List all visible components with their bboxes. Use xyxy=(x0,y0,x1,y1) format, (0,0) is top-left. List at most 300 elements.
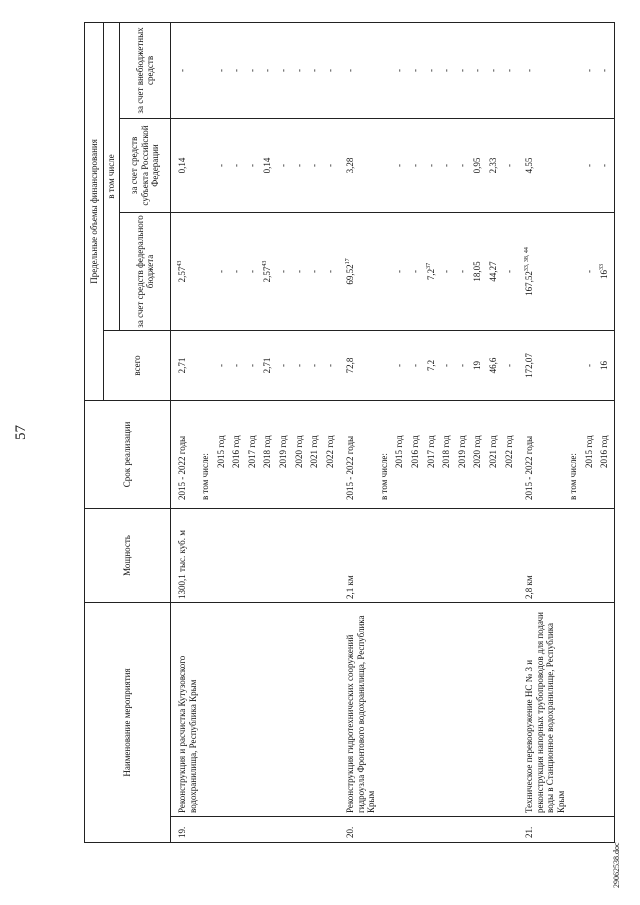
external-value-text: - xyxy=(231,68,242,72)
capacity-value xyxy=(409,508,425,602)
footnote-ref: 33, 38, 44 xyxy=(524,247,531,272)
total-value xyxy=(230,330,246,400)
regional-value-text: - xyxy=(324,163,335,167)
federal-value xyxy=(339,212,378,330)
external-value-text: - xyxy=(488,68,498,72)
row-number xyxy=(518,817,567,843)
total-value xyxy=(503,330,519,400)
total-value xyxy=(277,330,293,400)
total-value xyxy=(409,330,425,400)
period-value-text: 2022 год xyxy=(324,435,335,468)
row-number xyxy=(487,817,503,843)
row-number xyxy=(246,817,262,843)
row-number xyxy=(598,817,614,843)
external-value-text: - xyxy=(262,68,273,72)
external-value-text: - xyxy=(345,68,356,72)
measure-name xyxy=(215,602,231,816)
external-value xyxy=(409,22,425,118)
external-value-text: - xyxy=(309,68,320,72)
total-value-text: - xyxy=(583,363,594,367)
external-value-text: - xyxy=(177,68,187,72)
table-row xyxy=(261,22,277,842)
federal-value xyxy=(378,212,394,330)
period-value xyxy=(261,400,277,508)
page-number: 57 xyxy=(13,425,29,440)
row-number xyxy=(339,817,378,843)
total-value xyxy=(456,330,472,400)
measure-name-text: Техническое перевооружение НС № 3 и реконструкция напорных трубопроводов для подачи воды в Станционное водохранилище, Республика Крым xyxy=(524,612,566,813)
total-value-text: 2,71 xyxy=(177,357,187,374)
table-row xyxy=(567,22,583,842)
table-header xyxy=(85,22,171,842)
period-value xyxy=(230,400,246,508)
period-value xyxy=(308,400,324,508)
period-value-text: в том числе: xyxy=(568,453,579,500)
row-number xyxy=(215,817,231,843)
federal-value-text: - xyxy=(583,269,594,273)
federal-value xyxy=(277,212,293,330)
federal-value-text: - xyxy=(324,269,335,273)
external-value xyxy=(199,22,215,118)
external-value-text: - xyxy=(324,68,335,72)
period-value-text: 2021 год xyxy=(309,435,320,468)
regional-value-text: - xyxy=(599,163,610,167)
federal-value xyxy=(171,212,200,330)
regional-value xyxy=(583,118,599,212)
regional-value xyxy=(339,118,378,212)
total-value xyxy=(324,330,340,400)
measure-name xyxy=(456,602,472,816)
external-value xyxy=(393,22,409,118)
external-value xyxy=(339,22,378,118)
capacity-value-text: 2,1 км xyxy=(345,575,356,599)
federal-value-text: - xyxy=(503,269,514,273)
total-value-text: 72,8 xyxy=(345,357,356,374)
period-value xyxy=(215,400,231,508)
period-value-text: 2015 - 2022 годы xyxy=(345,435,356,500)
period-value xyxy=(583,400,599,508)
regional-value-text: 0,14 xyxy=(262,157,273,174)
federal-value-text: - xyxy=(456,269,467,273)
footnote-ref: 33 xyxy=(599,263,606,270)
capacity-value xyxy=(171,508,200,602)
period-value xyxy=(339,400,378,508)
federal-value-text: 2,57 xyxy=(177,266,187,283)
period-value xyxy=(199,400,215,508)
period-value-text: 2017 год xyxy=(425,435,436,468)
total-value xyxy=(246,330,262,400)
measure-name xyxy=(277,602,293,816)
period-value-text: 2022 год xyxy=(503,435,514,468)
total-value xyxy=(583,330,599,400)
period-value xyxy=(293,400,309,508)
regional-value xyxy=(215,118,231,212)
capacity-value xyxy=(518,508,567,602)
measure-name xyxy=(567,602,583,816)
measure-name xyxy=(199,602,215,816)
capacity-value-text: 2,8 км xyxy=(524,575,535,599)
regional-value xyxy=(378,118,394,212)
row-number-text: 19. xyxy=(177,826,187,838)
period-value xyxy=(378,400,394,508)
regional-value xyxy=(199,118,215,212)
period-value-text: 2020 год xyxy=(472,435,483,468)
table-row xyxy=(487,22,503,842)
capacity-value xyxy=(598,508,614,602)
regional-value-text: 3,28 xyxy=(345,157,356,174)
row-number xyxy=(471,817,487,843)
measure-name xyxy=(598,602,614,816)
external-value xyxy=(378,22,394,118)
period-value xyxy=(409,400,425,508)
external-value-text: - xyxy=(472,68,483,72)
measure-name xyxy=(583,602,599,816)
federal-value-text: 16 xyxy=(599,269,610,279)
federal-value xyxy=(308,212,324,330)
period-value xyxy=(246,400,262,508)
total-value xyxy=(215,330,231,400)
row-number-text: 21. xyxy=(524,826,535,838)
measure-name-text: Реконструкция и расчистка Кутузовского водохранилища, Республика Крым xyxy=(177,655,198,813)
total-value xyxy=(471,330,487,400)
table-row xyxy=(598,22,614,842)
footnote-ref: 43 xyxy=(177,260,183,267)
total-value-text: 7,2 xyxy=(425,359,436,372)
measure-name xyxy=(339,602,378,816)
federal-value xyxy=(409,212,425,330)
table-body xyxy=(171,22,615,842)
table-row xyxy=(583,22,599,842)
federal-value-text: - xyxy=(293,269,304,273)
table-row xyxy=(277,22,293,842)
regional-value xyxy=(503,118,519,212)
federal-value xyxy=(567,212,583,330)
federal-value-text: 167,52 xyxy=(524,271,535,296)
period-value-text: в том числе: xyxy=(200,453,210,500)
federal-value-text: - xyxy=(246,269,257,273)
measure-name xyxy=(308,602,324,816)
period-value-text: 2016 год xyxy=(410,435,421,468)
capacity-value xyxy=(425,508,441,602)
external-value-text: - xyxy=(456,68,467,72)
total-value xyxy=(199,330,215,400)
total-value-text: - xyxy=(309,363,320,367)
regional-value xyxy=(456,118,472,212)
regional-value-text: - xyxy=(277,163,288,167)
table-row xyxy=(409,22,425,842)
federal-value xyxy=(230,212,246,330)
total-value-text: - xyxy=(293,363,304,367)
total-value-text: - xyxy=(456,363,467,367)
header-federal: за счет средств федерального бюджета xyxy=(120,212,171,330)
table-row xyxy=(171,22,200,842)
measure-name xyxy=(409,602,425,816)
external-value xyxy=(487,22,503,118)
federal-value xyxy=(199,212,215,330)
row-number xyxy=(277,817,293,843)
footer-filename: 29062538.doc xyxy=(612,842,621,888)
period-value-text: 2017 год xyxy=(246,435,257,468)
federal-value-text: 2,57 xyxy=(262,266,273,283)
regional-value-text: - xyxy=(246,163,257,167)
total-value xyxy=(518,330,567,400)
total-value-text: 46,6 xyxy=(488,357,498,374)
federal-value xyxy=(215,212,231,330)
regional-value-text: - xyxy=(425,163,436,167)
regional-value-text: 0,95 xyxy=(472,157,483,174)
external-value xyxy=(518,22,567,118)
funding-table xyxy=(84,22,615,843)
regional-value xyxy=(440,118,456,212)
external-value-text: - xyxy=(425,68,436,72)
total-value-text: - xyxy=(215,363,226,367)
federal-value-text: 7,2 xyxy=(425,268,436,281)
federal-value xyxy=(598,212,614,330)
external-value xyxy=(171,22,200,118)
period-value-text: 2018 год xyxy=(262,435,273,468)
capacity-value xyxy=(440,508,456,602)
regional-value xyxy=(471,118,487,212)
capacity-value xyxy=(230,508,246,602)
external-value xyxy=(440,22,456,118)
external-value xyxy=(261,22,277,118)
period-value xyxy=(598,400,614,508)
total-value-text: - xyxy=(246,363,257,367)
regional-value-text: 0,14 xyxy=(177,157,187,174)
measure-name xyxy=(440,602,456,816)
capacity-value xyxy=(215,508,231,602)
external-value-text: - xyxy=(524,68,535,72)
measure-name xyxy=(246,602,262,816)
regional-value xyxy=(425,118,441,212)
total-value-text: - xyxy=(231,363,242,367)
period-value-text: 2021 год xyxy=(488,435,498,468)
row-number xyxy=(199,817,215,843)
total-value xyxy=(393,330,409,400)
federal-value xyxy=(518,212,567,330)
total-value xyxy=(425,330,441,400)
measure-name xyxy=(230,602,246,816)
measure-name xyxy=(425,602,441,816)
period-value xyxy=(471,400,487,508)
regional-value-text: - xyxy=(231,163,242,167)
regional-value xyxy=(518,118,567,212)
period-value-text: 2015 год xyxy=(583,435,594,468)
measure-name xyxy=(293,602,309,816)
total-value xyxy=(487,330,503,400)
total-value-text: - xyxy=(410,363,421,367)
total-value-text: - xyxy=(503,363,514,367)
federal-value-text: 44,27 xyxy=(488,261,498,282)
federal-value-text: - xyxy=(231,269,242,273)
regional-value-text: - xyxy=(456,163,467,167)
regional-value-text: - xyxy=(410,163,421,167)
federal-value xyxy=(246,212,262,330)
period-value-text: 2018 год xyxy=(441,435,452,468)
table-row xyxy=(393,22,409,842)
total-value xyxy=(567,330,583,400)
regional-value xyxy=(324,118,340,212)
row-number xyxy=(440,817,456,843)
total-value-text: - xyxy=(277,363,288,367)
federal-value xyxy=(503,212,519,330)
capacity-value xyxy=(324,508,340,602)
period-value-text: 2015 - 2022 годы xyxy=(177,435,187,500)
period-value xyxy=(503,400,519,508)
total-value xyxy=(598,330,614,400)
federal-value-text: 69,52 xyxy=(345,264,356,285)
capacity-value xyxy=(293,508,309,602)
period-value-text: 2016 год xyxy=(599,435,610,468)
total-value-text: 16 xyxy=(599,360,610,370)
federal-value-text: 18,05 xyxy=(472,261,483,282)
row-number xyxy=(171,817,200,843)
total-value-text: 19 xyxy=(472,360,483,370)
external-value xyxy=(567,22,583,118)
external-value-text: - xyxy=(599,68,610,72)
header-total: всего xyxy=(104,330,171,400)
regional-value-text: - xyxy=(394,163,405,167)
row-number xyxy=(324,817,340,843)
period-value xyxy=(324,400,340,508)
regional-value xyxy=(261,118,277,212)
external-value xyxy=(456,22,472,118)
footnote-ref: 17 xyxy=(345,258,352,265)
capacity-value xyxy=(308,508,324,602)
header-name: Наименование мероприятия xyxy=(85,602,171,842)
total-value xyxy=(308,330,324,400)
total-value xyxy=(171,330,200,400)
capacity-value xyxy=(199,508,215,602)
row-number xyxy=(378,817,394,843)
federal-value xyxy=(471,212,487,330)
regional-value-text: - xyxy=(215,163,226,167)
external-value-text: - xyxy=(277,68,288,72)
total-value-text: - xyxy=(441,363,452,367)
external-value-text: - xyxy=(246,68,257,72)
regional-value-text: 2,33 xyxy=(488,157,498,174)
external-value xyxy=(277,22,293,118)
external-value xyxy=(293,22,309,118)
table-row xyxy=(199,22,215,842)
external-value-text: - xyxy=(583,68,594,72)
funding-table-rotated xyxy=(84,23,610,843)
external-value xyxy=(215,22,231,118)
capacity-value-text: 1300,1 тыс. куб. м xyxy=(177,530,187,599)
measure-name xyxy=(171,602,200,816)
federal-value-text: - xyxy=(309,269,320,273)
external-value-text: - xyxy=(394,68,405,72)
row-number xyxy=(308,817,324,843)
measure-name xyxy=(487,602,503,816)
federal-value xyxy=(440,212,456,330)
external-value-text: - xyxy=(293,68,304,72)
federal-value xyxy=(425,212,441,330)
federal-value xyxy=(393,212,409,330)
period-value-text: 2015 год xyxy=(215,435,226,468)
row-number-text: 20. xyxy=(345,826,356,838)
capacity-value xyxy=(503,508,519,602)
federal-value-text: - xyxy=(410,269,421,273)
federal-value-text: - xyxy=(394,269,405,273)
capacity-value xyxy=(378,508,394,602)
capacity-value xyxy=(456,508,472,602)
regional-value xyxy=(246,118,262,212)
regional-value-text: - xyxy=(293,163,304,167)
federal-value xyxy=(456,212,472,330)
total-value-text: - xyxy=(324,363,335,367)
table-row xyxy=(230,22,246,842)
external-value-text: - xyxy=(215,68,226,72)
regional-value xyxy=(230,118,246,212)
table-row xyxy=(308,22,324,842)
period-value-text: 2015 год xyxy=(394,435,405,468)
period-value xyxy=(393,400,409,508)
table-row xyxy=(246,22,262,842)
external-value xyxy=(503,22,519,118)
regional-value xyxy=(171,118,200,212)
header-funding-group: Предельные объемы финансирования xyxy=(85,22,104,400)
measure-name xyxy=(378,602,394,816)
table-row xyxy=(440,22,456,842)
total-value-text: - xyxy=(394,363,405,367)
header-external: за счет внебюджетных средств xyxy=(120,22,171,118)
header-in-that-number: в том числе xyxy=(104,22,120,330)
row-number xyxy=(503,817,519,843)
total-value-text: 172,07 xyxy=(524,353,535,378)
external-value xyxy=(471,22,487,118)
measure-name xyxy=(393,602,409,816)
header-power: Мощность xyxy=(85,508,171,602)
footnote-ref: 37 xyxy=(425,262,432,269)
capacity-value xyxy=(487,508,503,602)
row-number xyxy=(567,817,583,843)
regional-value xyxy=(393,118,409,212)
regional-value xyxy=(277,118,293,212)
row-number xyxy=(409,817,425,843)
capacity-value xyxy=(339,508,378,602)
external-value xyxy=(598,22,614,118)
federal-value xyxy=(293,212,309,330)
measure-name xyxy=(324,602,340,816)
measure-name xyxy=(471,602,487,816)
period-value-text: 2015 - 2022 годы xyxy=(524,435,535,500)
row-number xyxy=(230,817,246,843)
capacity-value xyxy=(277,508,293,602)
regional-value xyxy=(409,118,425,212)
external-value xyxy=(246,22,262,118)
external-value xyxy=(308,22,324,118)
row-number xyxy=(425,817,441,843)
footnote-ref: 43 xyxy=(262,260,269,267)
row-number xyxy=(261,817,277,843)
regional-value-text: - xyxy=(503,163,514,167)
capacity-value xyxy=(261,508,277,602)
federal-value xyxy=(487,212,503,330)
period-value xyxy=(425,400,441,508)
row-number xyxy=(393,817,409,843)
table-row xyxy=(215,22,231,842)
capacity-value xyxy=(393,508,409,602)
federal-value xyxy=(583,212,599,330)
table-row xyxy=(378,22,394,842)
row-number xyxy=(293,817,309,843)
regional-value xyxy=(293,118,309,212)
period-value-text: 2016 год xyxy=(231,435,242,468)
external-value xyxy=(324,22,340,118)
header-regional: за счет средств субъекта Российской Федерации xyxy=(120,118,171,212)
total-value xyxy=(293,330,309,400)
